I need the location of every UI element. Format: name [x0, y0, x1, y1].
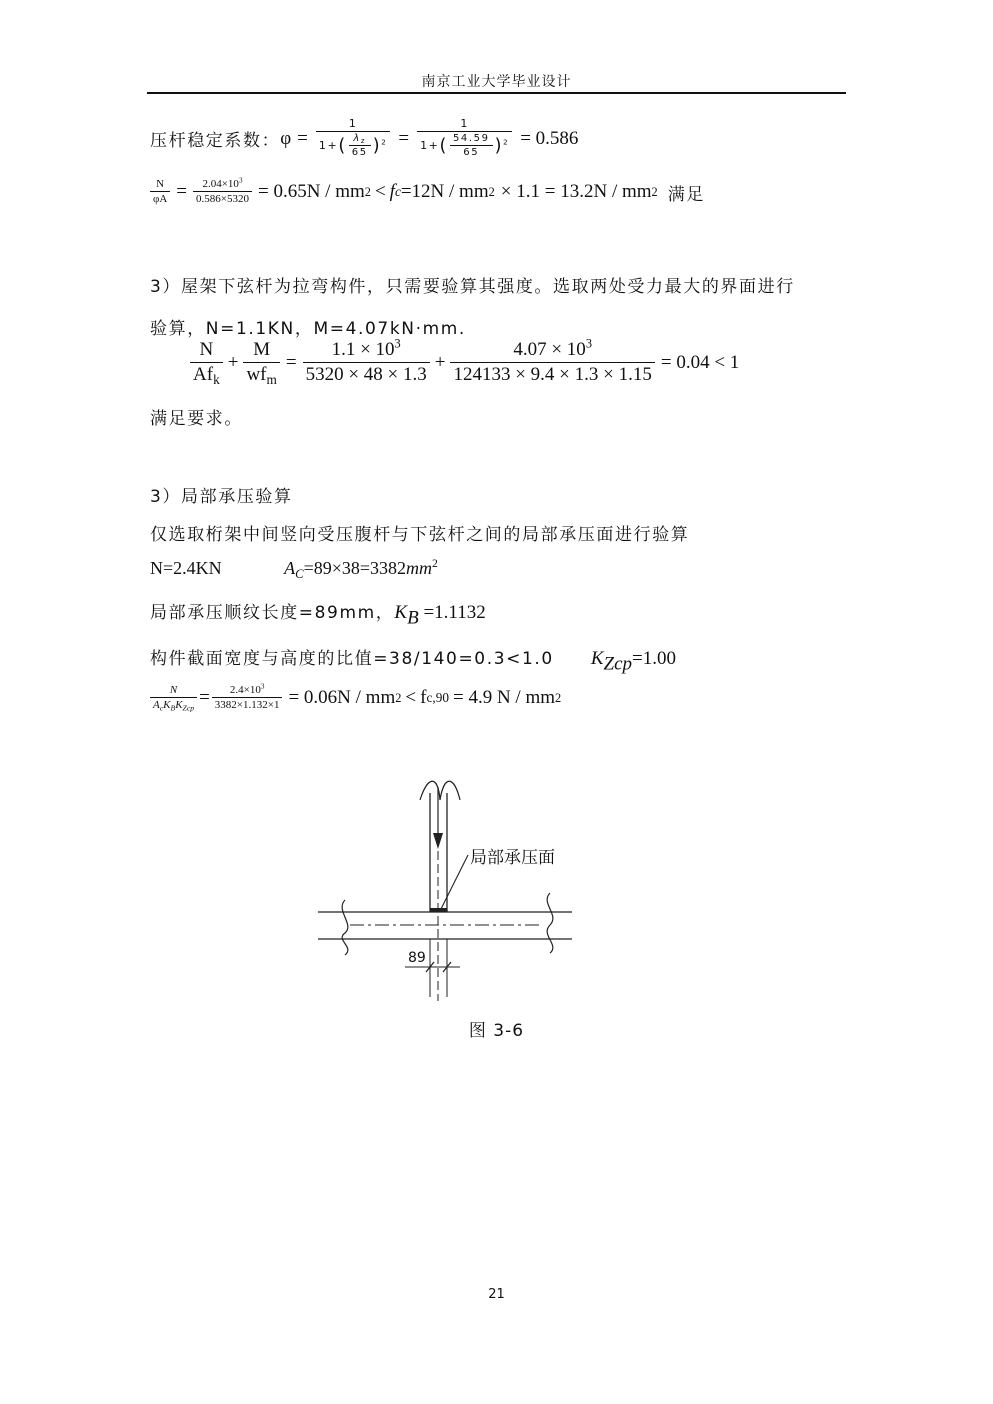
stability-coefficient-equation: 压杆稳定系数： φ = 1 1+( $\frac{\lambda_z}{65}$ )$^2$ = 1 1+( $\frac{54.59}{65}$ )$^2$ = 0.586	[150, 117, 579, 159]
page-number: 21	[488, 1287, 505, 1302]
satisfied-note: 满足	[667, 184, 705, 204]
dimension-value: 89	[408, 950, 426, 966]
requirement-satisfied: 满足要求。	[150, 409, 243, 429]
force-arrow-head	[433, 833, 443, 849]
local-bearing-label: 局部承压面	[470, 848, 555, 868]
label-leader-line	[441, 855, 468, 909]
local-bearing-description: 仅选取桁架中间竖向受压腹杆与下弦杆之间的局部承压面进行验算	[150, 525, 690, 545]
bottom-chord-paragraph-line-1: 3）屋架下弦杆为拉弯构件，只需要验算其强度。选取两处受力最大的界面进行	[150, 277, 795, 297]
eq1-label: 压杆稳定系数：	[150, 131, 281, 152]
compression-stress-equation: $\frac{N}{\varphi A}$ = $\frac{2.04\times 10^3}{0.586\times 5320}$ = 0.65N / mm 2 < f c =12N / mm 2 × 1.1 = 13.2N / mm 2 满足	[148, 178, 705, 206]
bottom-chord-paragraph-line-2: 验算，N=1.1KN，M=4.07kN·mm.	[150, 319, 466, 339]
figure-caption: 图 3-6	[468, 1021, 525, 1041]
load-and-area-line: N=2.4KN $A_C=89\times 38=3382mm^2$	[150, 556, 438, 581]
right-break-line	[547, 893, 553, 953]
eq1-fraction-1: 1 1+( $\frac{\lambda_z}{65}$ )$^2$	[316, 118, 390, 159]
bearing-stress-equation: $\frac{N}{A_cK_BK_{Zcp}}$ = $\frac{2.4\times 10^3}{3382\times 1.132\times 1}$ = 0.06N / mm 2 < f c,90 = 4.9 N / mm 2	[148, 684, 561, 712]
eq1-fraction-2: 1 1+( $\frac{54.59}{65}$ )$^2$	[417, 118, 512, 159]
section-ratio-line: 构件截面宽度与高度的比值=38/140=0.3<1.0 $K_{Zcp}=1.00$	[150, 648, 676, 675]
bearing-length-line: 局部承压顺纹长度=89mm，$K_B =1.1132$	[150, 602, 486, 629]
running-header: 南京工业大学毕业设计	[421, 74, 572, 90]
header-rule	[147, 92, 846, 94]
section-title-local-bearing: 3）局部承压验算	[150, 487, 293, 507]
top-break-line	[420, 781, 460, 800]
left-break-line	[342, 900, 348, 955]
strength-check-equation: $\frac{N}{Af_k}$ + $\frac{M}{wf_m}$ = $\frac{1.1 \times 10^3}{5320 \times 48 \times 1.3}$ + $\frac{4.07 \times 10^3}{124133 \times 9.4 \times 1.3 \times 1.15}$ = 0.04 < 1	[188, 340, 739, 387]
local-bearing-figure	[310, 775, 580, 1005]
